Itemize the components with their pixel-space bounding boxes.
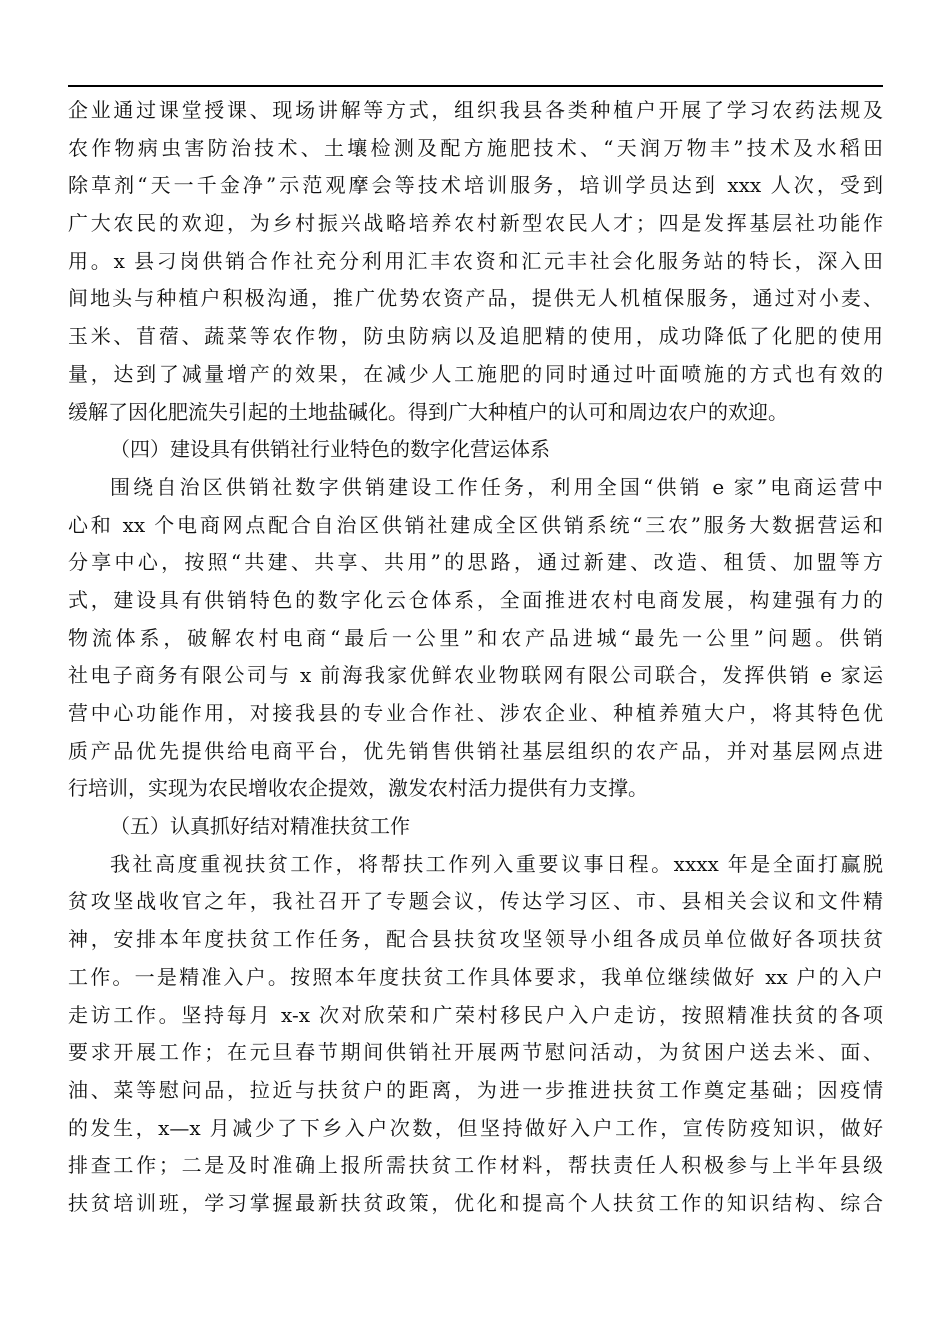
body-text-line: 分享中心，按照“共建、共享、共用”的思路，通过新建、改造、租赁、加盟等方 (68, 550, 883, 575)
body-text-line: 行培训，实现为农民增收农企提效，激发农村活力提供有力支撑。 (68, 776, 648, 801)
body-text-line: 我社高度重视扶贫工作，将帮扶工作列入重要议事日程。xxxx 年是全面打赢脱 (110, 851, 883, 876)
body-text-line: 心和 xx 个电商网点配合自治区供销社建成全区供销系统“三农”服务大数据营运和 (68, 512, 883, 537)
body-text-line: 社电子商务有限公司与 x 前海我家优鲜农业物联网有限公司联合，发挥供销 e 家运 (68, 663, 883, 688)
body-text-line: 用。x 县刁岗供销合作社充分利用汇丰农资和汇元丰社会化服务站的特长，深入田 (68, 248, 883, 273)
body-text-line: 物流体系，破解农村电商“最后一公里”和农产品进城“最先一公里”问题。供销 (68, 625, 883, 650)
body-text-line: 工作。一是精准入户。按照本年度扶贫工作具体要求，我单位继续做好 xx 户的入户 (68, 964, 883, 989)
body-text-line: 油、菜等慰问品，拉近与扶贫户的距离，为进一步推进扶贫工作奠定基础；因疫情 (68, 1077, 883, 1102)
body-text-line: 贫攻坚战收官之年，我社召开了专题会议，传达学习区、市、县相关会议和文件精 (68, 889, 883, 914)
body-text-line: 间地头与种植户积极沟通，推广优势农资产品，提供无人机植保服务，通过对小麦、 (68, 286, 883, 311)
document-body (68, 92, 883, 1223)
body-text-line: 围绕自治区供销社数字供销建设工作任务，利用全国“供销 e 家”电商运营中 (110, 474, 883, 499)
body-text-line: 要求开展工作；在元旦春节期间供销社开展两节慰问活动，为贫困户送去米、面、 (68, 1040, 883, 1065)
section-heading: （五）认真抓好结对精准扶贫工作 (110, 814, 410, 839)
body-text-line: 式，建设具有供销特色的数字化云仓体系，全面推进农村电商发展，构建强有力的 (68, 587, 883, 612)
body-text-line: 缓解了因化肥流失引起的土地盐碱化。得到广大种植户的认可和周边农户的欢迎。 (68, 399, 788, 424)
body-text-line: 企业通过课堂授课、现场讲解等方式，组织我县各类种植户开展了学习农药法规及 (68, 98, 883, 122)
header-rule (68, 85, 883, 87)
body-text-line: 农作物病虫害防治技术、土壤检测及配方施肥技术、“天润万物丰”技术及水稻田 (68, 135, 883, 160)
section-heading: （四）建设具有供销社行业特色的数字化营运体系 (110, 437, 550, 462)
body-text-line: 除草剂“天一千金净”示范观摩会等技术培训服务，培训学员达到 xxx 人次，受到 (68, 173, 883, 198)
body-text-line: 广大农民的欢迎，为乡村振兴战略培养农村新型农民人才；四是发挥基层社功能作 (68, 211, 883, 236)
body-text-line: 走访工作。坚持每月 x-x 次对欣荣和广荣村移民户入户走访，按照精准扶贫的各项 (68, 1002, 883, 1027)
body-text-line: 营中心功能作用，对接我县的专业合作社、涉农企业、种植养殖大户，将其特色优 (68, 701, 883, 725)
body-text-line: 量，达到了减量增产的效果，在减少人工施肥的同时通过叶面喷施的方式也有效的 (68, 361, 883, 386)
body-text-line: 质产品优先提供给电商平台，优先销售供销社基层组织的农产品，并对基层网点进 (68, 738, 883, 763)
body-text-line: 扶贫培训班，学习掌握最新扶贫政策，优化和提高个人扶贫工作的知识结构、综合 (68, 1190, 883, 1215)
body-text-line: 神，安排本年度扶贫工作任务，配合县扶贫攻坚领导小组各成员单位做好各项扶贫 (68, 927, 883, 952)
body-text-line: 玉米、苜蓿、蔬菜等农作物，防虫防病以及追肥精的使用，成功降低了化肥的使用 (68, 324, 883, 349)
body-text-line: 排查工作；二是及时准确上报所需扶贫工作材料，帮扶责任人积极参与上半年县级 (68, 1153, 883, 1178)
body-text-line: 的发生，x—x 月减少了下乡入户次数，但坚持做好入户工作，宣传防疫知识，做好 (68, 1115, 883, 1140)
